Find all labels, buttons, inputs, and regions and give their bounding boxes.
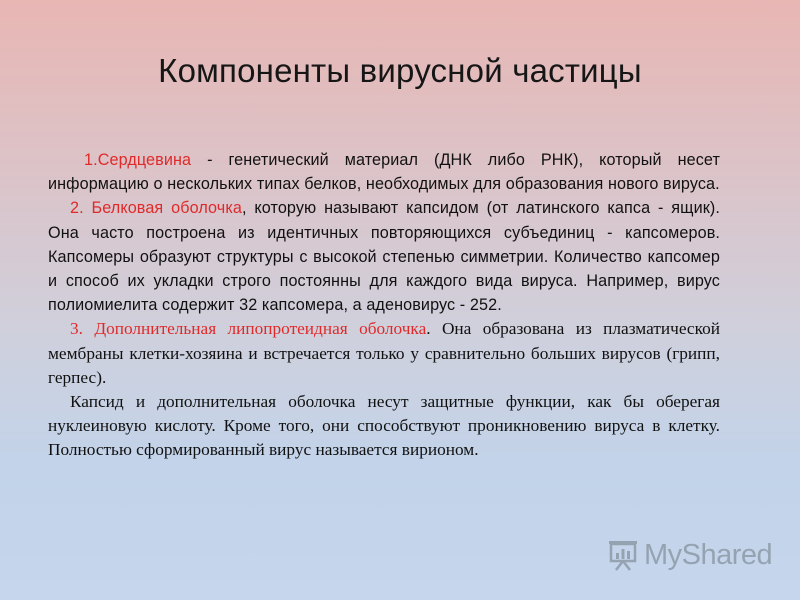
text-envelope: . Она образована из плазматической мембраны клетки-хозяина и встречается только у сравнительно больших вирусов (грипп, герпес). [48,319,721,387]
term-envelope: 3. Дополнительная липопротеидная оболочка [70,319,427,339]
text-capsid: , которую называют капсидом (от латинского капса - ящик). Она часто построена из идентичных повторяющихся субъединиц - капсомеров. Капсомеры образуют структуры с высокой степенью симметрии. Количество капсомер и способ их укладки строго постоянны для каждого вида вируса. Например, вирус полиомиелита содержит 32 капсомера, а аденовирус - 252. [48,199,720,315]
term-capsid: 2. Белковая оболочка [70,199,242,218]
watermark-text: MyShared [644,538,773,571]
term-core: 1.Сердцевина [84,151,192,169]
slide-title: Компоненты вирусной частицы [158,52,642,89]
paragraph-capsid [48,196,720,317]
text-core: - генетический материал (ДНК либо РНК), который несет информацию о нескольких типах белков, необходимых для образования нового вируса. [48,151,720,194]
paragraph-core [48,148,720,196]
presentation-board-icon [606,538,640,572]
paragraph-summary [48,390,720,463]
myshared-watermark [606,538,772,572]
paragraph-envelope [48,317,720,390]
slide-body [48,148,720,463]
text-summary: Капсид и дополнительная оболочка несут защитные функции, как бы оберегая нуклеиновую кислоту. Кроме того, они способствуют проникновению вируса в клетку. Полностью сформированный вирус называется вирионом. [48,392,720,460]
